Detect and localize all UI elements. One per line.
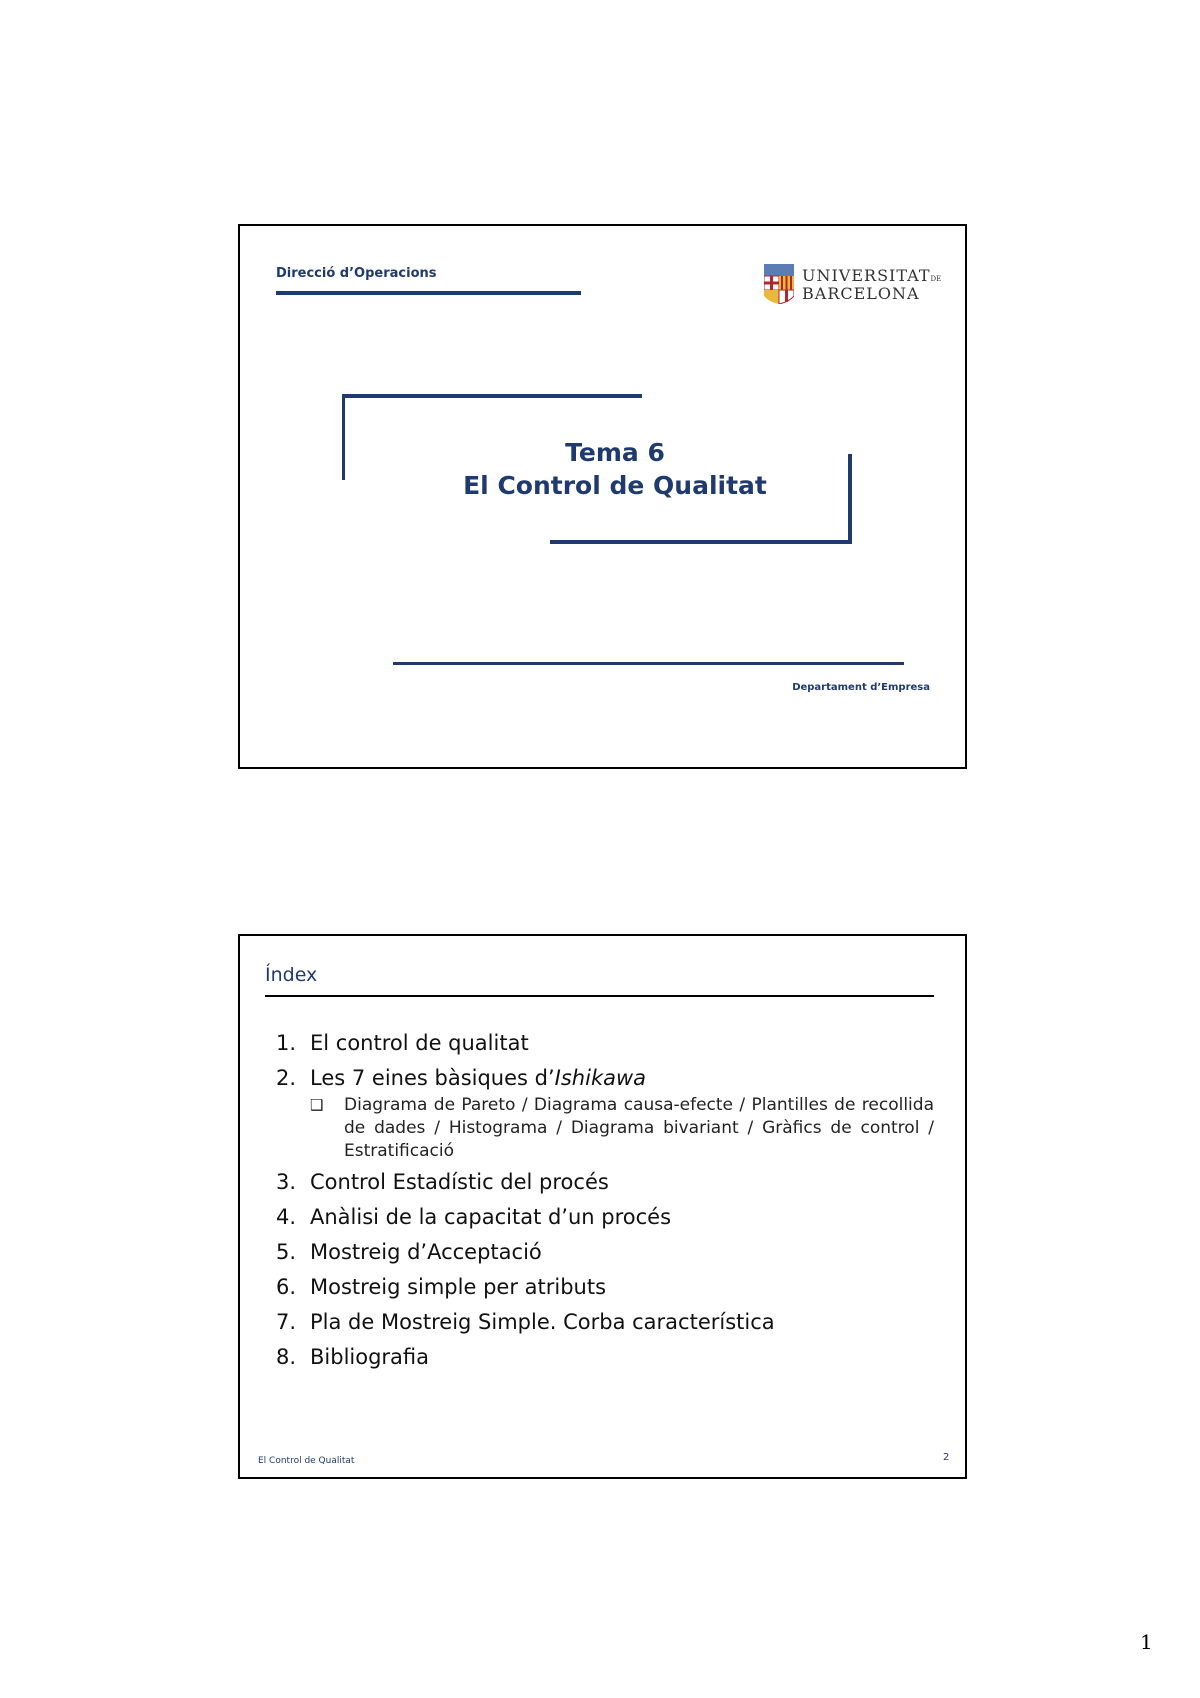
page-number: 1 <box>1140 1630 1153 1654</box>
list-item: 2. Les 7 eines bàsiques d’Ishikawa <box>276 1066 647 1090</box>
slide-number: 2 <box>943 1452 950 1463</box>
list-item: 7. Pla de Mostreig Simple. Corba característica <box>276 1310 775 1334</box>
index-title: Índex <box>265 964 318 986</box>
logo-text-universitat: UNIVERSITATDE <box>802 266 942 285</box>
course-name: Direcció d’Operacions <box>276 266 437 281</box>
list-item: 1. El control de qualitat <box>276 1031 529 1055</box>
title-frame-left <box>342 394 345 480</box>
university-logo <box>764 264 942 310</box>
title-frame-top <box>342 394 642 398</box>
title-slide <box>238 224 967 769</box>
list-item: 6. Mostreig simple per atributs <box>276 1275 607 1299</box>
list-item: 4. Anàlisi de la capacitat d’un procés <box>276 1205 672 1229</box>
course-underline <box>276 291 581 295</box>
logo-text-barcelona: BARCELONA <box>802 284 920 303</box>
department-name: Departament d’Empresa <box>792 682 930 693</box>
slide-title <box>390 436 840 502</box>
slide-title-line1: Tema 6 <box>565 438 665 467</box>
slide-footer-title: El Control de Qualitat <box>258 1456 355 1466</box>
title-frame-bottom <box>550 540 852 544</box>
list-item: 5. Mostreig d’Acceptació <box>276 1240 542 1264</box>
index-title-rule <box>265 995 934 997</box>
checkbox-bullet-icon: ❑ <box>310 1096 324 1114</box>
title-frame-right <box>848 454 852 544</box>
slide-title-line2: El Control de Qualitat <box>463 471 767 500</box>
table-of-contents <box>276 1026 946 1375</box>
department-rule <box>393 662 904 665</box>
list-item: 8. Bibliografia <box>276 1345 430 1369</box>
university-shield-icon <box>764 264 794 304</box>
list-subitem: ❑ Diagrama de Pareto / Diagrama causa-efecte / Plantilles de recollida de dades / Histograma / Diagrama bivariant / Gràfics de control / Estratificació <box>310 1095 934 1161</box>
index-slide <box>238 934 967 1479</box>
list-item: 3. Control Estadístic del procés <box>276 1170 609 1194</box>
